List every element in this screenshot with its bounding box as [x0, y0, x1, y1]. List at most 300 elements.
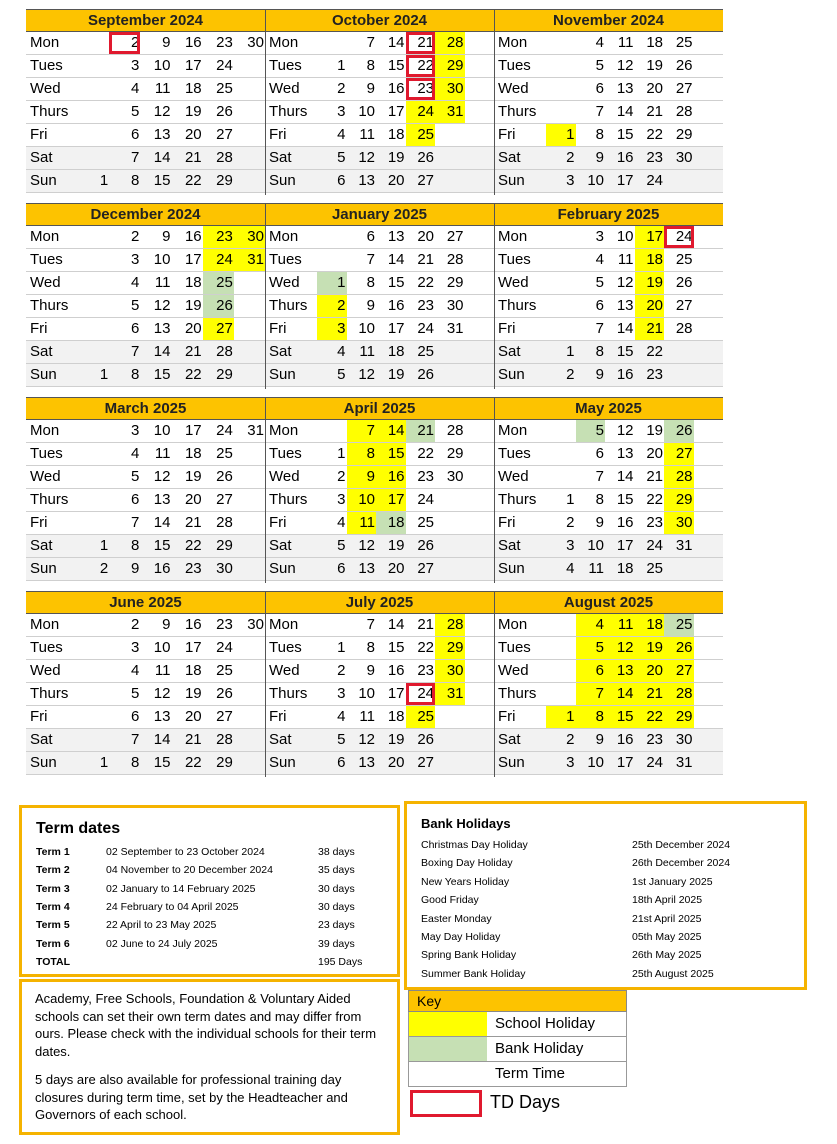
week-row [265, 55, 494, 78]
date-cell: 7 [130, 514, 140, 531]
bank-holiday-name: May Day Holiday [421, 931, 501, 943]
date-cell: 27 [417, 560, 434, 577]
date-cell: 11 [359, 343, 375, 360]
empty-cell [78, 272, 109, 294]
week-row [26, 295, 265, 318]
weekday-label: Sun [30, 754, 57, 771]
week-row [265, 683, 494, 706]
week-row [26, 147, 265, 170]
empty-cell [234, 318, 265, 340]
week-row [265, 443, 494, 466]
date-cell: 4 [595, 34, 604, 51]
empty-cell [546, 443, 576, 465]
term-range: 04 November to 20 December 2024 [106, 864, 273, 877]
date-cell: 5 [595, 57, 604, 74]
date-cell: 13 [153, 126, 171, 143]
date-cell: 15 [153, 366, 171, 383]
date-cell: 17 [184, 251, 202, 268]
week-row [494, 614, 723, 637]
week-row [265, 364, 494, 387]
date-cell: 1 [99, 754, 109, 771]
date-cell: 19 [635, 272, 665, 294]
weekday-label: Thurs [30, 297, 69, 314]
empty-cell [78, 729, 109, 751]
date-cell: 30 [664, 512, 694, 534]
date-cell: 3 [130, 639, 140, 656]
key-row-term-time [408, 1062, 627, 1087]
bank-holiday-row [421, 873, 781, 891]
week-row [26, 272, 265, 295]
date-cell: 16 [387, 80, 405, 97]
date-cell: 11 [605, 614, 635, 636]
week-row [494, 752, 723, 775]
weekday-label: Thurs [269, 103, 308, 120]
empty-cell [435, 752, 465, 774]
term-time-label: Term Time [495, 1065, 566, 1082]
date-cell: 25 [216, 445, 233, 462]
weekday-label: Sun [30, 172, 57, 189]
date-cell: 29 [675, 126, 693, 143]
date-cell: 9 [130, 560, 140, 577]
date-cell: 22 [635, 706, 665, 728]
weekday-label: Tues [269, 639, 302, 656]
month-title: February 2025 [494, 203, 723, 226]
date-cell: 18 [635, 249, 665, 271]
weekday-label: Wed [30, 80, 61, 97]
weekday-label: Fri [30, 126, 48, 143]
term-row [36, 843, 386, 861]
school-holiday-label: School Holiday [495, 1015, 596, 1032]
date-cell: 3 [130, 57, 140, 74]
empty-cell [234, 637, 265, 659]
date-cell: 15 [376, 443, 406, 465]
week-row [26, 660, 265, 683]
date-cell: 6 [337, 172, 346, 189]
date-cell: 29 [216, 172, 233, 189]
empty-cell [435, 729, 465, 751]
date-cell: 28 [435, 32, 465, 54]
date-cell: 19 [646, 57, 663, 74]
term-days: 30 days [318, 882, 355, 895]
date-cell: 27 [675, 297, 693, 314]
date-cell: 17 [616, 537, 634, 554]
date-cell: 10 [153, 57, 171, 74]
date-cell: 17 [184, 639, 202, 656]
date-cell: 14 [376, 420, 406, 442]
date-cell: 21 [646, 468, 663, 485]
date-cell: 23 [417, 297, 434, 314]
bank-holidays-box [404, 801, 807, 990]
week-row [494, 729, 723, 752]
week-row [265, 637, 494, 660]
term-dates-box [19, 805, 400, 977]
date-cell: 12 [153, 297, 171, 314]
date-cell: 16 [616, 731, 634, 748]
date-cell: 18 [184, 80, 202, 97]
date-cell: 9 [366, 80, 375, 97]
date-cell: 12 [153, 685, 171, 702]
date-cell: 22 [417, 274, 434, 291]
date-cell: 30 [247, 616, 264, 633]
date-cell: 20 [387, 560, 405, 577]
date-cell: 21 [406, 32, 436, 54]
weekday-label: Fri [498, 514, 516, 531]
date-cell: 31 [234, 249, 265, 271]
date-cell: 1 [99, 537, 109, 554]
term-row [36, 953, 386, 971]
date-cell: 24 [664, 226, 694, 248]
weekday-label: Wed [498, 80, 529, 97]
date-cell: 1 [317, 272, 347, 294]
calendar-band [26, 203, 723, 389]
weekday-label: Sat [30, 343, 53, 360]
bank-holidays-title: Bank Holidays [421, 816, 511, 831]
date-cell: 27 [417, 754, 434, 771]
date-cell: 20 [184, 708, 202, 725]
date-cell: 7 [366, 34, 375, 51]
bank-holiday-date: 26th December 2024 [632, 857, 731, 870]
date-cell: 10 [358, 685, 375, 702]
empty-cell [546, 55, 576, 77]
empty-cell [78, 226, 109, 248]
empty-cell [234, 124, 265, 146]
empty-cell [317, 32, 347, 54]
week-row [494, 683, 723, 706]
weekday-label: Fri [269, 320, 287, 337]
month-separator [494, 397, 495, 583]
weekday-label: Sat [498, 149, 521, 166]
weekday-label: Mon [30, 228, 60, 245]
date-cell: 2 [337, 662, 346, 679]
empty-cell [78, 78, 109, 100]
date-cell: 4 [130, 80, 140, 97]
weekday-label: Mon [30, 616, 60, 633]
weekday-label: Tues [269, 251, 302, 268]
date-cell: 24 [646, 537, 663, 554]
date-cell: 1 [99, 366, 109, 383]
date-cell: 11 [588, 560, 604, 577]
empty-cell [435, 535, 465, 557]
weekday-label: Wed [269, 274, 300, 291]
date-cell: 5 [595, 274, 604, 291]
date-cell: 9 [162, 616, 171, 633]
date-cell: 31 [446, 320, 464, 337]
week-row [494, 420, 723, 443]
empty-cell [234, 466, 265, 488]
date-cell: 23 [646, 514, 663, 531]
weekday-label: Tues [269, 57, 302, 74]
date-cell: 6 [130, 126, 140, 143]
empty-cell [78, 55, 109, 77]
term-label: Term 1 [36, 846, 70, 858]
term-label: TOTAL [36, 955, 71, 968]
date-cell: 22 [184, 537, 202, 554]
date-cell: 9 [366, 662, 375, 679]
empty-cell [78, 660, 109, 682]
date-cell: 3 [566, 754, 575, 771]
empty-cell [234, 295, 265, 317]
weekday-label: Mon [30, 34, 60, 51]
date-cell: 8 [130, 537, 140, 554]
week-row [494, 55, 723, 78]
week-row [494, 295, 723, 318]
date-cell: 10 [616, 228, 634, 245]
month-title: April 2025 [265, 397, 494, 420]
date-cell: 29 [446, 274, 464, 291]
date-cell: 16 [387, 662, 405, 679]
week-row [494, 147, 723, 170]
empty-cell [435, 124, 465, 146]
date-cell: 16 [387, 297, 405, 314]
empty-cell [435, 341, 465, 363]
weekday-label: Mon [498, 422, 528, 439]
calendar-band [26, 591, 723, 777]
weekday-label: Wed [30, 274, 61, 291]
weekday-label: Fri [269, 708, 287, 725]
date-cell: 18 [616, 560, 634, 577]
week-row [265, 729, 494, 752]
date-cell: 13 [616, 445, 634, 462]
week-row [26, 752, 265, 775]
date-cell: 24 [646, 172, 663, 189]
date-cell: 16 [616, 514, 634, 531]
month-block [494, 591, 723, 777]
date-cell: 8 [366, 57, 375, 74]
date-cell: 6 [130, 320, 140, 337]
date-cell: 11 [359, 708, 375, 725]
weekday-label: Sun [498, 172, 525, 189]
empty-cell [664, 364, 694, 386]
term-range: 02 June to 24 July 2025 [106, 937, 218, 950]
date-cell: 21 [406, 420, 436, 442]
date-cell: 6 [337, 560, 346, 577]
date-cell: 24 [216, 639, 233, 656]
date-cell: 15 [616, 126, 634, 143]
weekday-label: Thurs [498, 491, 537, 508]
date-cell: 11 [154, 662, 171, 679]
week-row [26, 614, 265, 637]
school-holiday-swatch [409, 1012, 487, 1036]
date-cell: 13 [358, 172, 375, 189]
term-label: Term 6 [36, 937, 70, 950]
date-cell: 19 [635, 637, 665, 659]
date-cell: 22 [646, 126, 663, 143]
week-row [265, 101, 494, 124]
date-cell: 22 [417, 639, 434, 656]
date-cell: 26 [417, 366, 434, 383]
weekday-label: Sat [269, 149, 292, 166]
empty-cell [546, 637, 576, 659]
empty-cell [78, 318, 109, 340]
date-cell: 27 [216, 708, 233, 725]
date-cell: 27 [664, 660, 694, 682]
date-cell: 23 [216, 616, 233, 633]
date-cell: 12 [153, 468, 171, 485]
term-label: Term 4 [36, 900, 70, 913]
month-block [26, 9, 265, 195]
date-cell: 24 [417, 491, 434, 508]
weekday-label: Sat [269, 537, 292, 554]
date-cell: 28 [675, 103, 693, 120]
date-cell: 18 [184, 274, 202, 291]
date-cell: 3 [317, 318, 347, 340]
empty-cell [234, 55, 265, 77]
weekday-label: Sun [269, 366, 296, 383]
date-cell: 13 [605, 660, 635, 682]
date-cell: 31 [435, 683, 465, 705]
date-cell: 11 [359, 126, 375, 143]
empty-cell [78, 466, 109, 488]
date-cell: 4 [130, 274, 140, 291]
date-cell: 18 [184, 445, 202, 462]
bank-holiday-date: 25th August 2025 [632, 967, 714, 980]
term-days: 39 days [318, 937, 355, 950]
date-cell: 16 [184, 34, 202, 51]
date-cell: 14 [616, 468, 634, 485]
date-cell: 21 [184, 731, 202, 748]
week-row [494, 706, 723, 729]
term-days: 195 Days [318, 955, 363, 968]
term-row [36, 861, 386, 879]
bank-holiday-row [421, 891, 781, 909]
date-cell: 28 [216, 343, 233, 360]
date-cell: 24 [216, 422, 233, 439]
date-cell: 24 [216, 57, 233, 74]
weekday-label: Mon [30, 422, 60, 439]
date-cell: 4 [337, 126, 346, 143]
week-row [265, 420, 494, 443]
date-cell: 25 [216, 80, 233, 97]
date-cell: 4 [130, 662, 140, 679]
bank-holiday-name: Good Friday [421, 894, 479, 907]
empty-cell [546, 272, 576, 294]
date-cell: 20 [646, 80, 663, 97]
date-cell: 2 [130, 616, 140, 633]
date-cell: 12 [153, 103, 171, 120]
date-cell: 13 [153, 708, 171, 725]
weekday-label: Sun [269, 560, 296, 577]
date-cell: 22 [184, 754, 202, 771]
empty-cell [546, 466, 576, 488]
weekday-label: Sun [498, 754, 525, 771]
empty-cell [664, 558, 694, 580]
date-cell: 26 [203, 295, 234, 317]
date-cell: 29 [216, 537, 233, 554]
month-block [494, 203, 723, 389]
date-cell: 7 [366, 616, 375, 633]
week-row [26, 535, 265, 558]
date-cell: 5 [130, 297, 140, 314]
empty-cell [435, 364, 465, 386]
month-block [26, 591, 265, 777]
date-cell: 29 [664, 489, 694, 511]
date-cell: 17 [616, 754, 634, 771]
month-title: July 2025 [265, 591, 494, 614]
date-cell: 30 [675, 731, 693, 748]
date-cell: 17 [184, 57, 202, 74]
date-cell: 31 [675, 537, 693, 554]
date-cell: 19 [646, 422, 663, 439]
bank-holiday-date: 18th April 2025 [632, 894, 703, 907]
date-cell: 1 [566, 343, 575, 360]
calendar-band [26, 9, 723, 195]
empty-cell [546, 32, 576, 54]
date-cell: 1 [337, 445, 346, 462]
date-cell: 30 [216, 560, 233, 577]
month-title: May 2025 [494, 397, 723, 420]
date-cell: 10 [587, 754, 604, 771]
date-cell: 20 [635, 660, 665, 682]
key-row-school-holiday [408, 1012, 627, 1037]
weekday-label: Tues [30, 57, 63, 74]
month-block [265, 591, 494, 777]
date-cell: 26 [417, 149, 434, 166]
week-row [26, 706, 265, 729]
date-cell: 15 [616, 343, 634, 360]
date-cell: 5 [337, 731, 346, 748]
weekday-label: Sat [30, 731, 53, 748]
date-cell: 11 [154, 80, 171, 97]
weekday-label: Fri [30, 708, 48, 725]
empty-cell [78, 341, 109, 363]
date-cell: 2 [99, 560, 109, 577]
month-title: August 2025 [494, 591, 723, 614]
empty-cell [546, 78, 576, 100]
date-cell: 25 [203, 272, 234, 294]
date-cell: 15 [605, 706, 635, 728]
bank-holiday-row [421, 854, 781, 872]
week-row [26, 420, 265, 443]
date-cell: 16 [153, 560, 171, 577]
weekday-label: Thurs [30, 491, 69, 508]
weekday-label: Tues [498, 639, 531, 656]
date-cell: 28 [216, 731, 233, 748]
weekday-label: Fri [498, 320, 516, 337]
date-cell: 24 [406, 101, 436, 123]
date-cell: 28 [216, 149, 233, 166]
date-cell: 7 [576, 683, 606, 705]
date-cell: 22 [417, 445, 434, 462]
week-row [494, 249, 723, 272]
bank-holiday-name: Spring Bank Holiday [421, 949, 517, 962]
date-cell: 13 [387, 228, 405, 245]
month-title: January 2025 [265, 203, 494, 226]
date-cell: 21 [635, 318, 665, 340]
week-row [26, 729, 265, 752]
empty-cell [234, 101, 265, 123]
bank-holiday-name: Christmas Day Holiday [421, 839, 528, 851]
bank-holiday-name: Easter Monday [421, 912, 492, 925]
date-cell: 8 [366, 274, 375, 291]
date-cell: 27 [675, 80, 693, 97]
weekday-label: Mon [498, 616, 528, 633]
empty-cell [78, 249, 109, 271]
date-cell: 19 [184, 103, 202, 120]
date-cell: 3 [566, 172, 575, 189]
week-row [494, 124, 723, 147]
bank-holiday-row [421, 946, 781, 964]
month-block [26, 397, 265, 583]
week-row [494, 341, 723, 364]
date-cell: 6 [366, 228, 375, 245]
date-cell: 26 [664, 637, 694, 659]
week-row [26, 170, 265, 193]
week-row [26, 78, 265, 101]
month-block [494, 397, 723, 583]
empty-cell [435, 512, 465, 534]
date-cell: 10 [358, 320, 375, 337]
date-cell: 2 [566, 149, 575, 166]
